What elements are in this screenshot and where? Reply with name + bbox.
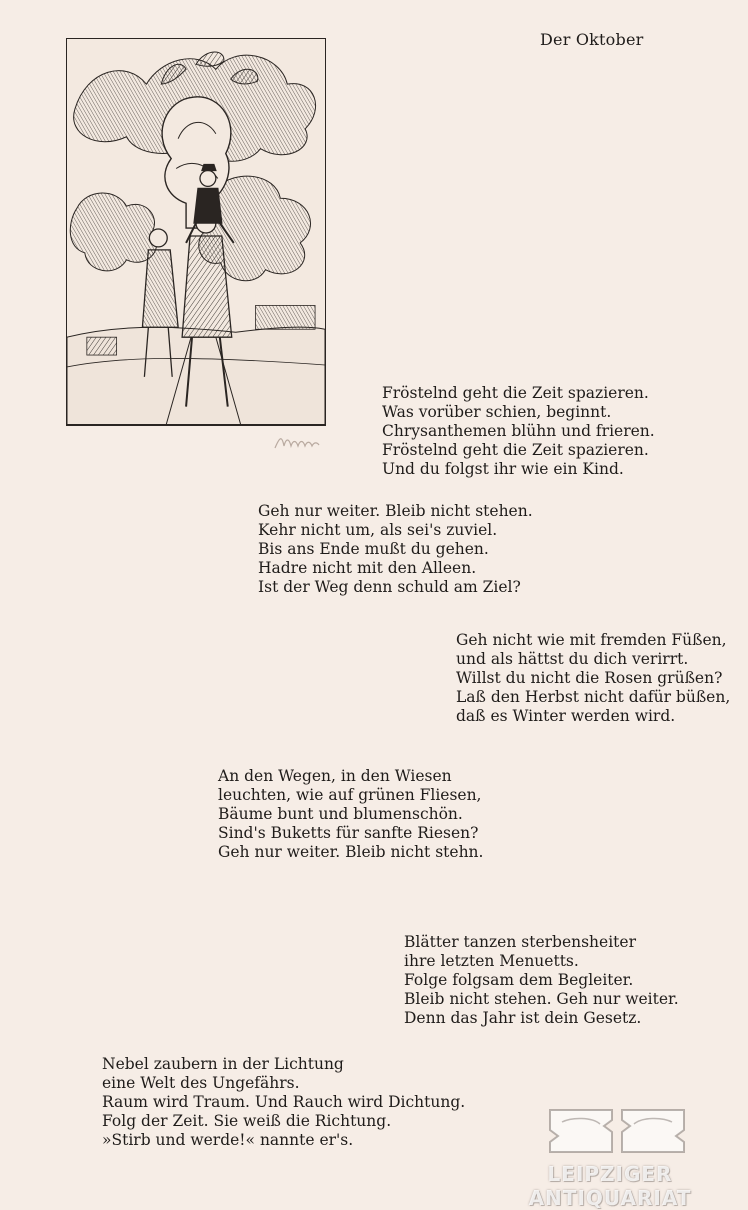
- stanza-6: [102, 1055, 465, 1150]
- verse-line: ihre letzten Menuetts.: [404, 952, 579, 970]
- verse-line: Willst du nicht die Rosen grüßen?: [456, 669, 723, 687]
- verse-line: Was vorüber schien, beginnt.: [382, 403, 612, 421]
- stanza-2: [258, 502, 533, 597]
- verse-line: Geh nicht wie mit fremden Füßen,: [456, 631, 727, 649]
- verse-line: Fröstelnd geht die Zeit spazieren.: [382, 384, 649, 402]
- verse-line: Fröstelnd geht die Zeit spazieren.: [382, 441, 649, 459]
- watermark: [472, 1102, 748, 1210]
- verse-line: Ist der Weg denn schuld am Ziel?: [258, 578, 521, 596]
- verse-line: Bleib nicht stehen. Geh nur weiter.: [404, 990, 679, 1008]
- verse-line: eine Welt des Ungefährs.: [102, 1074, 300, 1092]
- verse-line: daß es Winter werden wird.: [456, 707, 676, 725]
- verse-line: Sind's Buketts für sanfte Riesen?: [218, 824, 479, 842]
- illustration-svg: [67, 39, 325, 425]
- page-title: Der Oktober: [540, 30, 644, 49]
- stanza-1: [382, 384, 655, 479]
- verse-line: leuchten, wie auf grünen Fliesen,: [218, 786, 482, 804]
- antiquariat-logo: [542, 1102, 692, 1160]
- verse-line: Raum wird Traum. Und Rauch wird Dichtung.: [102, 1093, 466, 1111]
- stanza-3: [456, 631, 730, 726]
- verse-line: Folg der Zeit. Sie weiß die Richtung.: [102, 1112, 392, 1130]
- verse-line: Kehr nicht um, als sei's zuviel.: [258, 521, 498, 539]
- verse-line: Chrysanthemen blühn und frieren.: [382, 422, 655, 440]
- verse-line: An den Wegen, in den Wiesen: [218, 767, 452, 785]
- verse-line: Folge folgsam dem Begleiter.: [404, 971, 634, 989]
- stanza-4: [218, 767, 483, 862]
- stanza-5: [404, 933, 679, 1028]
- verse-line: »Stirb und werde!« nannte er's.: [102, 1131, 354, 1149]
- verse-line: Und du folgst ihr wie ein Kind.: [382, 460, 624, 478]
- etching-illustration: [66, 38, 326, 426]
- verse-line: Nebel zaubern in der Lichtung: [102, 1055, 344, 1073]
- verse-line: Laß den Herbst nicht dafür büßen,: [456, 688, 731, 706]
- verse-line: Hadre nicht mit den Alleen.: [258, 559, 477, 577]
- verse-line: Denn das Jahr ist dein Gesetz.: [404, 1009, 642, 1027]
- signature-icon: [272, 432, 322, 454]
- verse-line: und als hättst du dich verirrt.: [456, 650, 689, 668]
- watermark-text: LEIPZIGER ANTIQUARIAT: [528, 1162, 692, 1210]
- verse-line: Bis ans Ende mußt du gehen.: [258, 540, 489, 558]
- verse-line: Geh nur weiter. Bleib nicht stehen.: [258, 502, 533, 520]
- verse-line: Blätter tanzen sterbensheiter: [404, 933, 636, 951]
- verse-line: Geh nur weiter. Bleib nicht stehn.: [218, 843, 484, 861]
- verse-line: Bäume bunt und blumenschön.: [218, 805, 463, 823]
